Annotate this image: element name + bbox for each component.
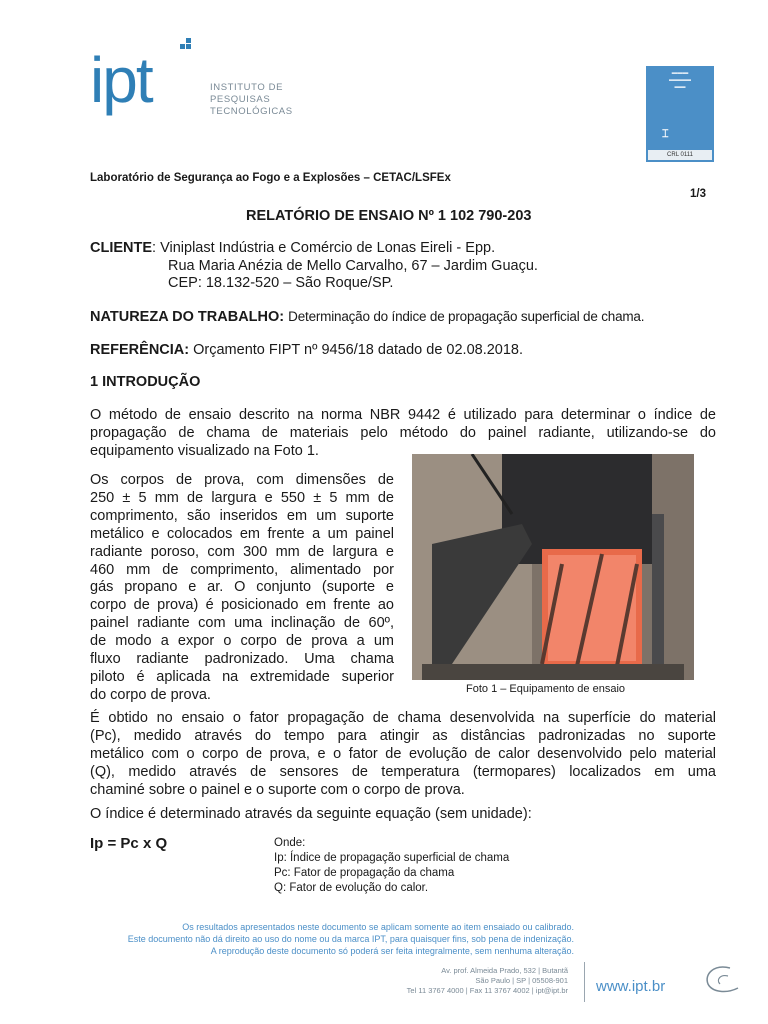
reference-label: REFERÊNCIA: — [90, 342, 190, 358]
section-heading: 1 INTRODUÇÃO — [90, 374, 201, 390]
client-label: CLIENTE — [90, 240, 153, 256]
logo-dots-icon — [180, 38, 194, 52]
equation: Ip = Pc x Q — [90, 835, 168, 852]
reference-text: Orçamento FIPT nº 9456/18 datado de 02.08.2018. — [193, 342, 524, 358]
equipment-illustration — [412, 454, 694, 680]
footer-address: Av. prof. Almeida Prado, 532 | Butantã São Paulo | SP | 05508-901 Tel 11 3767 4000 | Fax 11 3767 4002 | ipt@ipt.br — [406, 966, 568, 995]
client-address: Rua Maria Anézia de Mello Carvalho, 67 – Jardim Guaçu. — [168, 258, 538, 274]
badge-crl: CRL 0111 — [648, 150, 712, 160]
nature-label: NATUREZA DO TRABALHO: — [90, 309, 285, 325]
nature-of-work — [90, 308, 644, 326]
equipment-photo — [412, 454, 694, 680]
equation-intro: O índice é determinado através da seguinte equação (sem unidade): — [90, 806, 532, 822]
equation-legend: Onde: Ip: Índice de propagação superficial de chama Pc: Fator de propagação da chama Q: Fator de evolução do calor. — [274, 837, 510, 894]
nature-text: Determinação do índice de propagação superficial de chama. — [288, 309, 645, 324]
method-paragraph: É obtido no ensaio o fator propagação de chama desenvolvida na superfície do material (Pc), medido através do tempo para atingir as distâncias padronizadas no suporte metálico com o corpo de prova, e o fator de evolução de calor desenvolvido pelo material (Q), medido através de sensores de temperatura (termopares) localizados em uma chaminé sobre o painel e o suporte com o corpo de prova. — [90, 710, 716, 798]
reference — [90, 342, 523, 359]
institute-name: INSTITUTO DE PESQUISAS TECNOLÓGICAS — [210, 82, 293, 117]
footer-disclaimer: Os resultados apresentados neste documento se aplicam somente ao item ensaiado ou calibrado. Este documento não dá direito ao uso do nome ou da marca IPT, para quaisquer fins, sob pena de indenização. A reprodução deste documento só poderá ser feita integralmente, sem nenhuma alteração. — [127, 922, 574, 956]
specimen-paragraph: Os corpos de prova, com dimensões de 250 ± 5 mm de largura e 550 ± 5 mm de comprimento, são inseridos em um suporte metálico e colocados em frente a um painel radiante poroso, com 300 mm de largura e 460 mm de comprimento, alimentado por gás propano e ar. O conjunto (suporte e corpo de prova) é posicionado em frente ao painel radiante com uma inclinação de 60º, de modo a expor o corpo de prova a um fluxo radiante padronizado. Uma chama piloto é aplicada na extremidade superior do corpo de prova. — [90, 472, 394, 703]
photo-caption: Foto 1 – Equipamento de ensaio — [466, 683, 626, 695]
client-cep: CEP: 18.132-520 – São Roque/SP. — [168, 275, 394, 291]
laboratory-name: Laboratório de Segurança ao Fogo e a Explosões – CETAC/LSFEx — [90, 172, 451, 184]
badge-text-icon: ▬▬▬ ▬▬▬▬ ▬▬ — [669, 70, 691, 90]
report-title: RELATÓRIO DE ENSAIO Nº 1 102 790-203 — [246, 208, 532, 224]
footer-divider — [584, 962, 585, 1002]
accreditation-mark-icon: ⌶ — [662, 128, 669, 140]
accreditation-badge — [646, 66, 714, 162]
client-block: CLIENTE: Viniplast Indústria e Comércio de Lonas Eireli - Epp. — [90, 240, 496, 256]
client-name: Viniplast Indústria e Comércio de Lonas Eireli - Epp. — [160, 240, 496, 256]
website-link[interactable]: www.ipt.br — [596, 978, 666, 995]
page-number: 1/3 — [690, 188, 706, 200]
ipt-logo: ipt — [90, 44, 152, 116]
intro-paragraph: O método de ensaio descrito na norma NBR 9442 é utilizado para determinar o índice de propagação de chama de materiais pelo método do painel radiante, utilizando-se do equipamento visualizado na Foto 1. — [90, 407, 716, 459]
ipt-swirl-icon — [700, 960, 744, 1000]
